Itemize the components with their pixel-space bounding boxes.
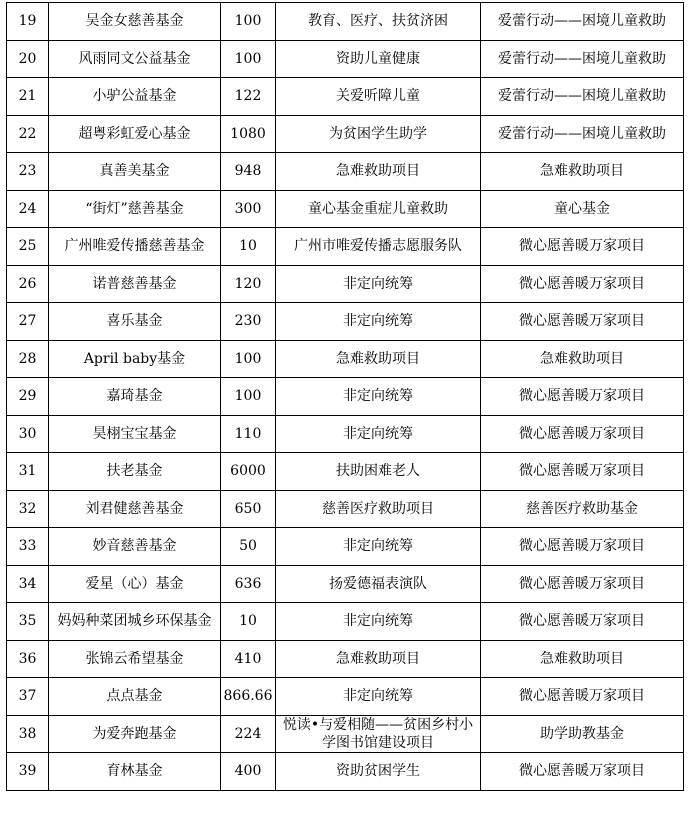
purpose-cell: 资助儿童健康 [276, 40, 481, 78]
amount-cell: 110 [221, 415, 276, 453]
row-number-cell: 27 [7, 303, 49, 341]
purpose-cell: 关爱听障儿童 [276, 78, 481, 116]
donation-table [6, 2, 684, 791]
purpose-cell: 急难救助项目 [276, 153, 481, 191]
purpose-cell: 非定向统筹 [276, 265, 481, 303]
fund-name-cell: 爱星（心）基金 [49, 565, 221, 603]
purpose-cell: 非定向统筹 [276, 415, 481, 453]
fund-name-cell: 点点基金 [49, 678, 221, 716]
purpose-cell: 悦读•与爱相随——贫困乡村小学图书馆建设项目 [276, 715, 481, 753]
table-row [7, 303, 684, 341]
fund-name-cell: 真善美基金 [49, 153, 221, 191]
amount-cell: 866.66 [221, 678, 276, 716]
purpose-cell: 非定向统筹 [276, 603, 481, 641]
project-cell: 微心愿善暖万家项目 [481, 453, 684, 491]
fund-name-cell: 妈妈种菜团城乡环保基金 [49, 603, 221, 641]
row-number-cell: 39 [7, 753, 49, 791]
purpose-cell: 资助贫困学生 [276, 753, 481, 791]
row-number-cell: 19 [7, 3, 49, 41]
project-cell: 童心基金 [481, 190, 684, 228]
row-number-cell: 23 [7, 153, 49, 191]
purpose-cell: 非定向统筹 [276, 303, 481, 341]
purpose-cell: 非定向统筹 [276, 528, 481, 566]
amount-cell: 300 [221, 190, 276, 228]
amount-cell: 50 [221, 528, 276, 566]
fund-name-cell: 为爱奔跑基金 [49, 715, 221, 753]
table-row [7, 715, 684, 753]
project-cell: 爱蕾行动——困境儿童救助 [481, 78, 684, 116]
table-row [7, 265, 684, 303]
table-row [7, 415, 684, 453]
table-row [7, 3, 684, 41]
fund-name-cell: 昊栩宝宝基金 [49, 415, 221, 453]
fund-name-cell: 诺普慈善基金 [49, 265, 221, 303]
project-cell: 爱蕾行动——困境儿童救助 [481, 115, 684, 153]
amount-cell: 6000 [221, 453, 276, 491]
fund-name-cell: April baby基金 [49, 340, 221, 378]
purpose-cell: 教育、医疗、扶贫济困 [276, 3, 481, 41]
table-row [7, 153, 684, 191]
project-cell: 爱蕾行动——困境儿童救助 [481, 40, 684, 78]
project-cell: 急难救助项目 [481, 640, 684, 678]
amount-cell: 10 [221, 603, 276, 641]
row-number-cell: 22 [7, 115, 49, 153]
table-row [7, 603, 684, 641]
fund-name-cell: 刘君健慈善基金 [49, 490, 221, 528]
fund-name-cell: 喜乐基金 [49, 303, 221, 341]
table-row [7, 640, 684, 678]
amount-cell: 224 [221, 715, 276, 753]
fund-name-cell: 扶老基金 [49, 453, 221, 491]
project-cell: 助学助教基金 [481, 715, 684, 753]
fund-name-cell: 妙音慈善基金 [49, 528, 221, 566]
table-row [7, 115, 684, 153]
purpose-cell: 童心基金重症儿童救助 [276, 190, 481, 228]
fund-name-cell: “街灯”慈善基金 [49, 190, 221, 228]
fund-name-cell: 风雨同文公益基金 [49, 40, 221, 78]
row-number-cell: 37 [7, 678, 49, 716]
table-row [7, 228, 684, 266]
row-number-cell: 36 [7, 640, 49, 678]
amount-cell: 410 [221, 640, 276, 678]
fund-name-cell: 小驴公益基金 [49, 78, 221, 116]
purpose-cell: 慈善医疗救助项目 [276, 490, 481, 528]
project-cell: 微心愿善暖万家项目 [481, 228, 684, 266]
table-row [7, 78, 684, 116]
project-cell: 微心愿善暖万家项目 [481, 415, 684, 453]
purpose-cell: 为贫困学生助学 [276, 115, 481, 153]
row-number-cell: 30 [7, 415, 49, 453]
amount-cell: 100 [221, 3, 276, 41]
fund-name-cell: 吴金女慈善基金 [49, 3, 221, 41]
project-cell: 微心愿善暖万家项目 [481, 603, 684, 641]
amount-cell: 100 [221, 378, 276, 416]
row-number-cell: 31 [7, 453, 49, 491]
project-cell: 微心愿善暖万家项目 [481, 528, 684, 566]
row-number-cell: 34 [7, 565, 49, 603]
table-row [7, 340, 684, 378]
fund-name-cell: 超粤彩虹爱心基金 [49, 115, 221, 153]
purpose-cell: 急难救助项目 [276, 640, 481, 678]
amount-cell: 230 [221, 303, 276, 341]
amount-cell: 636 [221, 565, 276, 603]
purpose-cell: 急难救助项目 [276, 340, 481, 378]
project-cell: 微心愿善暖万家项目 [481, 678, 684, 716]
amount-cell: 1080 [221, 115, 276, 153]
purpose-cell: 非定向统筹 [276, 678, 481, 716]
row-number-cell: 38 [7, 715, 49, 753]
table-row [7, 190, 684, 228]
project-cell: 微心愿善暖万家项目 [481, 265, 684, 303]
purpose-cell: 广州市唯爱传播志愿服务队 [276, 228, 481, 266]
project-cell: 急难救助项目 [481, 340, 684, 378]
amount-cell: 948 [221, 153, 276, 191]
table-row [7, 40, 684, 78]
project-cell: 微心愿善暖万家项目 [481, 303, 684, 341]
table-row [7, 753, 684, 791]
amount-cell: 120 [221, 265, 276, 303]
row-number-cell: 20 [7, 40, 49, 78]
amount-cell: 650 [221, 490, 276, 528]
amount-cell: 100 [221, 40, 276, 78]
amount-cell: 100 [221, 340, 276, 378]
table-row [7, 453, 684, 491]
table-row [7, 490, 684, 528]
fund-name-cell: 张锦云希望基金 [49, 640, 221, 678]
row-number-cell: 29 [7, 378, 49, 416]
row-number-cell: 33 [7, 528, 49, 566]
row-number-cell: 24 [7, 190, 49, 228]
amount-cell: 400 [221, 753, 276, 791]
fund-name-cell: 广州唯爱传播慈善基金 [49, 228, 221, 266]
project-cell: 慈善医疗救助基金 [481, 490, 684, 528]
table-row [7, 378, 684, 416]
row-number-cell: 28 [7, 340, 49, 378]
row-number-cell: 32 [7, 490, 49, 528]
purpose-cell: 扬爱德福表演队 [276, 565, 481, 603]
purpose-cell: 非定向统筹 [276, 378, 481, 416]
table-row [7, 678, 684, 716]
row-number-cell: 35 [7, 603, 49, 641]
table-row [7, 528, 684, 566]
fund-name-cell: 嘉琦基金 [49, 378, 221, 416]
project-cell: 微心愿善暖万家项目 [481, 378, 684, 416]
row-number-cell: 21 [7, 78, 49, 116]
amount-cell: 10 [221, 228, 276, 266]
row-number-cell: 25 [7, 228, 49, 266]
purpose-cell: 扶助困难老人 [276, 453, 481, 491]
fund-name-cell: 育林基金 [49, 753, 221, 791]
table-row [7, 565, 684, 603]
table-body [7, 3, 684, 791]
project-cell: 微心愿善暖万家项目 [481, 565, 684, 603]
amount-cell: 122 [221, 78, 276, 116]
project-cell: 爱蕾行动——困境儿童救助 [481, 3, 684, 41]
project-cell: 急难救助项目 [481, 153, 684, 191]
project-cell: 微心愿善暖万家项目 [481, 753, 684, 791]
row-number-cell: 26 [7, 265, 49, 303]
